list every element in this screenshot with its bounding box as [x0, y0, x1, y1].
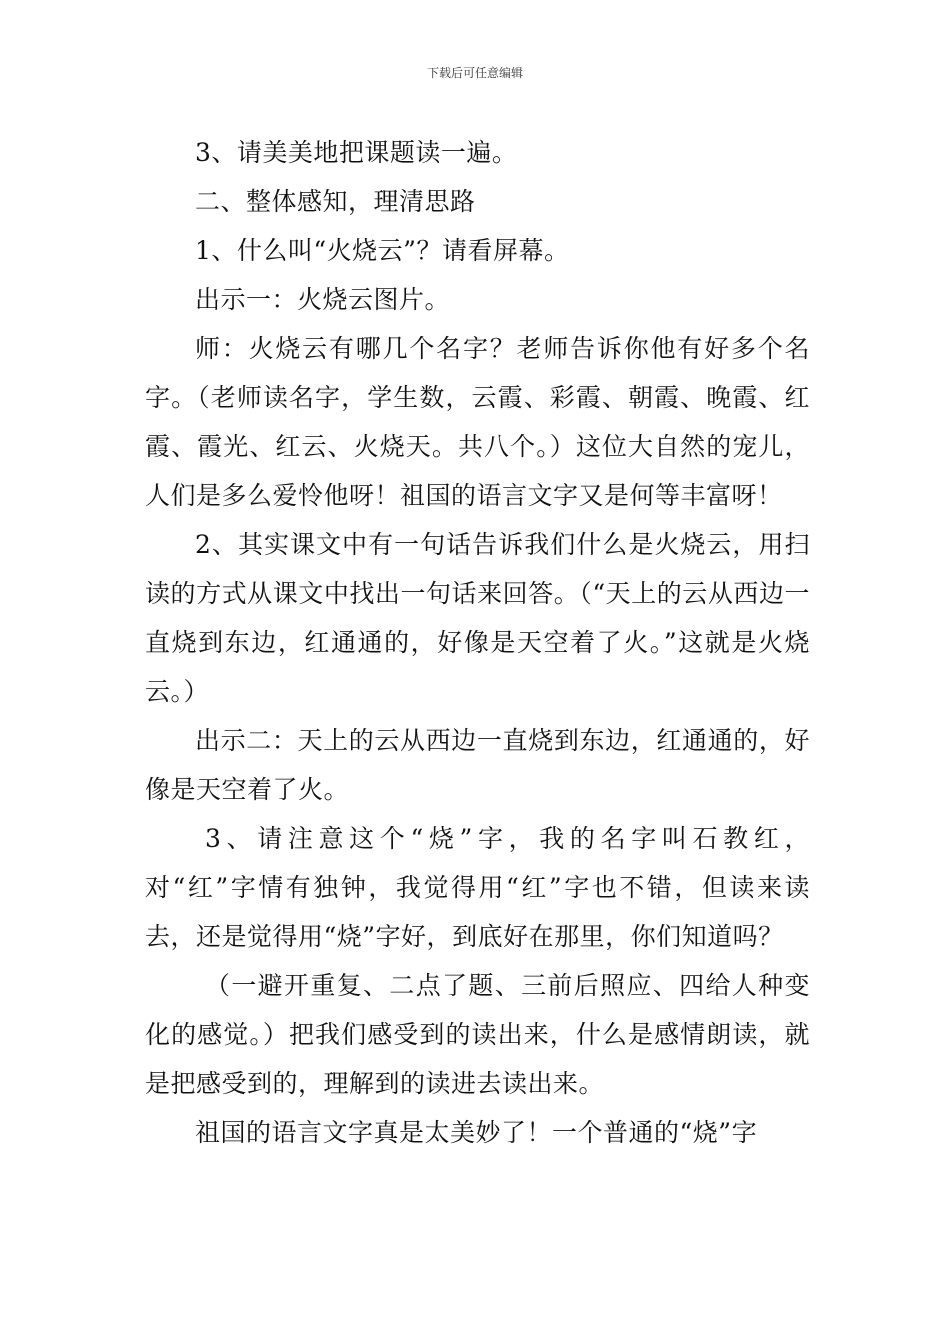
paragraph-show-two: 出示二：天上的云从西边一直烧到东边，红通通的，好像是天空着了火。 [145, 726, 810, 804]
paragraph-show-one: 出示一：火烧云图片。 [195, 285, 451, 314]
section-heading-overall-perception: 二、整体感知，理清思路 [195, 187, 476, 216]
paragraph-find-sentence: 2、其实课文中有一句话告诉我们什么是火烧云，用扫读的方式从课文中找出一句话来回答。（“天上的云从西边一直烧到东边，红通通的，好像是天空着了火。”这就是火烧云。） [145, 530, 810, 706]
paragraph-shao-character: 3、请注意这个“烧”字，我的名字叫石教红，对“红”字情有独钟，我觉得用“红”字也不错，但读来读去，还是觉得用“烧”字好，到底好在那里，你们知道吗？ [145, 824, 810, 951]
paragraph-teacher-names: 师：火烧云有哪几个名字？老师告诉你他有好多个名字。（老师读名字，学生数，云霞、彩霞、朝霞、晚霞、红霞、霞光、红云、火烧天。共八个。）这位大自然的宠儿，人们是多么爱怜他呀！祖国的语言文字又是何等丰富呀！ [145, 334, 810, 510]
paragraph-question-huoshaoyun: 1、什么叫“火烧云”？请看屏幕。 [195, 236, 570, 265]
paragraph-language-beauty: 祖国的语言文字真是太美妙了！一个普通的“烧”字 [195, 1118, 758, 1147]
paragraph-reasons: （一避开重复、二点了题、三前后照应、四给人种变化的感觉。）把我们感受到的读出来，什么是感情朗读，就是把感受到的，理解到的读进去读出来。 [145, 971, 810, 1098]
document-body [145, 128, 810, 1157]
paragraph-read-title: 3、请美美地把课题读一遍。 [195, 138, 518, 167]
page-header: 下载后可任意编辑 [426, 66, 523, 80]
